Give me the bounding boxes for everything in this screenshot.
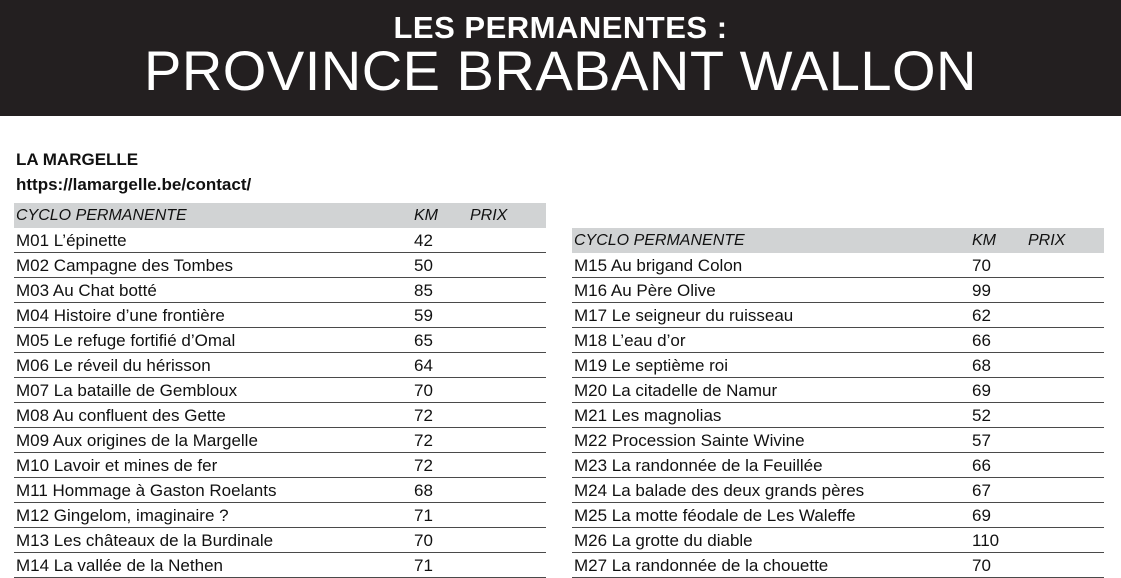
route-name: M08 Au confluent des Gette [16,406,226,425]
route-km: 57 [972,431,991,450]
table-row [572,353,1104,378]
table-row [14,553,546,578]
route-name: M02 Campagne des Tombes [16,256,234,275]
route-km: 65 [414,331,433,350]
table-body-right [572,253,1104,578]
route-km: 66 [972,331,991,350]
header-prix: PRIX [1028,232,1066,249]
route-km: 66 [972,456,991,475]
route-name: M03 Au Chat botté [16,281,157,300]
route-name: M27 La randonnée de la chouette [574,556,829,575]
banner-title: PROVINCE BRABANT WALLON [143,39,977,102]
route-km: 52 [972,406,991,425]
route-km: 62 [972,306,991,325]
header-name: CYCLO PERMANENTE [16,207,187,224]
table-row [14,428,546,453]
table-row [572,553,1104,578]
route-name: M10 Lavoir et mines de fer [16,456,218,475]
route-km: 71 [414,506,433,525]
header-name: CYCLO PERMANENTE [574,232,745,249]
route-name: M05 Le refuge fortifié d’Omal [16,331,236,350]
table-row [572,378,1104,403]
route-km: 72 [414,456,433,475]
table-row [572,253,1104,278]
route-km: 68 [414,481,433,500]
route-name: M14 La vallée de la Nethen [16,556,223,575]
route-km: 42 [414,231,433,250]
club-name: LA MARGELLE [16,150,139,169]
table-header-row [572,228,1104,253]
route-name: M24 La balade des deux grands pères [574,481,865,500]
route-km: 69 [972,381,991,400]
table-row [572,303,1104,328]
header-km: KM [972,232,996,249]
route-name: M12 Gingelom, imaginaire ? [16,506,229,525]
route-km: 70 [972,256,991,275]
route-km: 59 [414,306,433,325]
route-name: M19 Le septième roi [574,356,729,375]
route-km: 70 [972,556,991,575]
route-km: 67 [972,481,991,500]
route-km: 110 [972,531,1000,550]
route-name: M22 Procession Sainte Wivine [574,431,805,450]
route-name: M25 La motte féodale de Les Waleffe [574,506,856,525]
route-km: 69 [972,506,991,525]
route-km: 71 [414,556,433,575]
route-name: M26 La grotte du diable [574,531,753,550]
route-name: M20 La citadelle de Namur [574,381,778,400]
table-row [14,253,546,278]
table-left [14,203,546,578]
route-km: 70 [414,531,433,550]
title-banner [0,0,1121,116]
route-km: 68 [972,356,991,375]
club-url-link[interactable]: https://lamargelle.be/contact/ [16,175,252,194]
table-row [14,353,546,378]
header-km: KM [414,207,438,224]
route-name: M18 L’eau d’or [574,331,686,350]
route-name: M11 Hommage à Gaston Roelants [16,481,277,500]
route-name: M06 Le réveil du hérisson [16,356,211,375]
route-km: 99 [972,281,991,300]
table-row [572,478,1104,503]
route-name: M04 Histoire d’une frontière [16,306,225,325]
route-km: 50 [414,256,433,275]
header-prix: PRIX [470,207,508,224]
route-km: 72 [414,431,433,450]
table-row [14,528,546,553]
route-name: M13 Les châteaux de la Burdinale [16,531,274,550]
route-name: M09 Aux origines de la Margelle [16,431,258,450]
route-name: M21 Les magnolias [574,406,722,425]
route-name: M07 La bataille de Gembloux [16,381,238,400]
table-row [572,453,1104,478]
route-km: 85 [414,281,433,300]
table-row [14,303,546,328]
table-row [572,278,1104,303]
table-row [14,328,546,353]
table-row [14,228,546,253]
table-row [14,503,546,528]
table-row [14,478,546,503]
table-row [572,403,1104,428]
table-row [14,453,546,478]
route-name: M16 Au Père Olive [574,281,716,300]
table-row [572,503,1104,528]
table-row [572,328,1104,353]
table-right [572,228,1104,578]
table-row [572,428,1104,453]
table-row [14,378,546,403]
banner-kicker: LES PERMANENTES : [393,10,728,45]
table-row [14,403,546,428]
route-name: M15 Au brigand Colon [574,256,743,275]
table-row [572,528,1104,553]
route-km: 72 [414,406,433,425]
route-name: M01 L’épinette [16,231,127,250]
table-header-row [14,203,546,228]
route-name: M23 La randonnée de la Feuillée [574,456,823,475]
table-row [14,278,546,303]
table-body-left [14,228,546,578]
route-km: 64 [414,356,433,375]
route-km: 70 [414,381,433,400]
route-name: M17 Le seigneur du ruisseau [574,306,794,325]
